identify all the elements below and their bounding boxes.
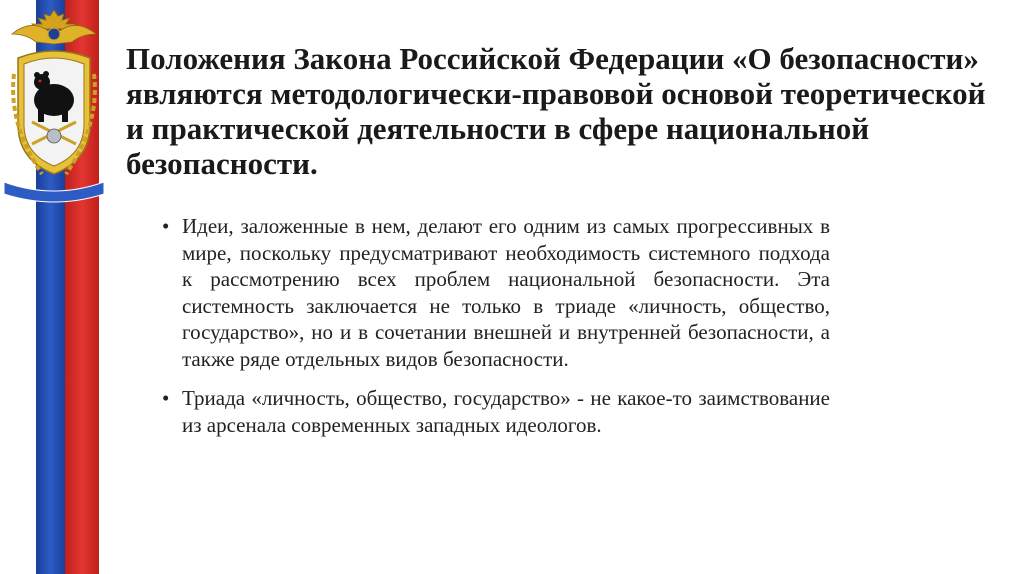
- eagle-icon: [12, 10, 96, 44]
- ribbon-icon: [4, 182, 104, 202]
- slide-title: Положения Закона Российской Федерации «О безопасности» являются методологически-правовой основой теоретической и практической деятельности в сфере национальной безопасности.: [126, 41, 986, 181]
- bullet-dot: •: [162, 214, 170, 238]
- bullet-text: Триада «личность, общество, государство» - не какое-то заимствование из арсенала современных западных идеологов.: [182, 386, 830, 437]
- bullet-text: Идеи, заложенные в нем, делают его одним из самых прогрессивных в мире, поскольку предусматривают необходимость системного подхода к рассмотрению всех проблем национальной безопасности. Эта системность заключается не только в триаде «личность, общество, государство», но и в сочетании внешней и внутренней безопасности, а также ряде отдельных видов безопасности.: [182, 214, 830, 371]
- bullet-list: [160, 213, 830, 451]
- police-emblem-icon: [2, 4, 106, 204]
- bullet-item: [160, 385, 830, 438]
- bullet-item: [160, 213, 830, 372]
- bullet-dot: •: [162, 386, 170, 410]
